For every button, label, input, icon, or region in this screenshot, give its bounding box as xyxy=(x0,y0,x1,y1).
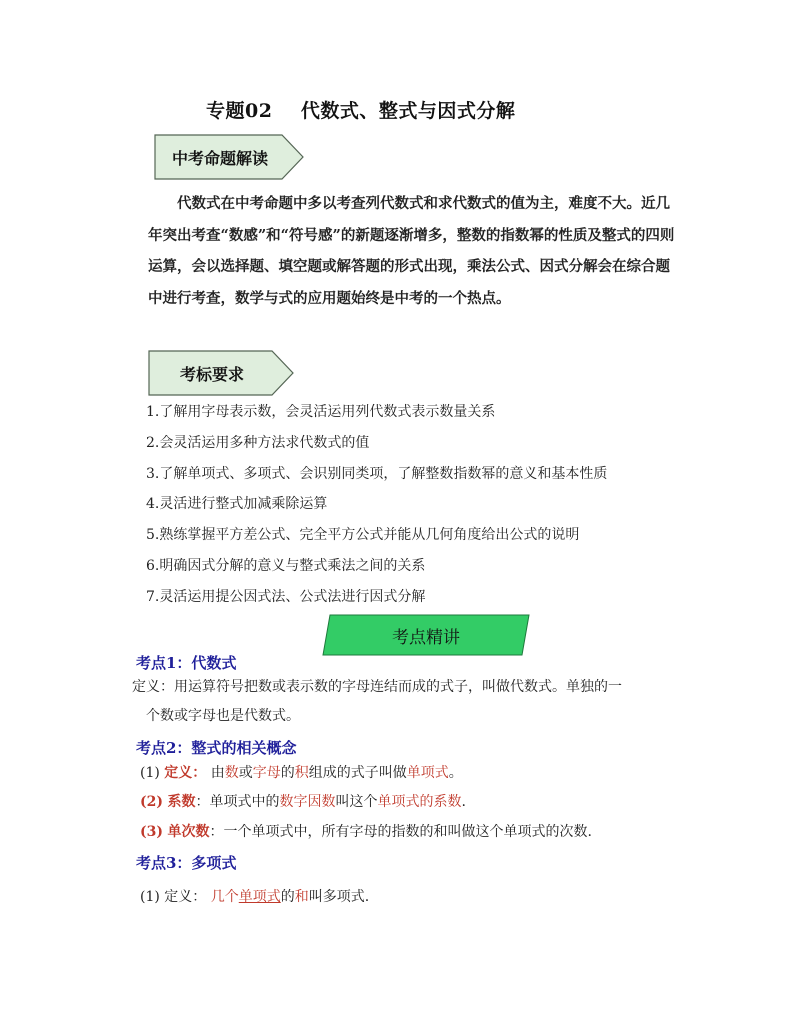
highlight: 单项式的系数 xyxy=(377,794,462,810)
text: 的 xyxy=(280,765,295,781)
highlight: 单项式 xyxy=(238,889,281,905)
kp1-definition-line1: 定义：用运算符号把数或表示数的字母连结而成的式子，叫做代数式。单独的一 xyxy=(132,679,622,695)
text: 由 xyxy=(206,765,225,781)
list-item: 6.明确因式分解的意义与整式乘法之间的关系 xyxy=(146,557,426,574)
highlight: 几个 xyxy=(206,889,239,905)
text: 组成的式子叫做 xyxy=(308,765,407,781)
list-item: 1.了解用字母表示数，会灵活运用列代数式表示数量关系 xyxy=(146,404,496,420)
term-label: 定义： xyxy=(164,765,207,781)
item-number: (3) xyxy=(140,824,163,840)
highlight: 积 xyxy=(294,765,309,781)
term-label: 系数 xyxy=(167,794,196,810)
banner-label: 考标要求 xyxy=(180,364,245,384)
kp2-line1 xyxy=(140,762,463,782)
term-label: 单次数 xyxy=(167,824,210,840)
kp2-title: 考点2：整式的相关概念 xyxy=(136,739,297,757)
text: 叫这个 xyxy=(335,794,378,810)
term-label: 定义： xyxy=(164,889,207,905)
requirements-list xyxy=(146,397,607,613)
item-number: (2) xyxy=(140,794,163,810)
banner-label: 中考命题解读 xyxy=(172,148,269,168)
text: 或 xyxy=(238,765,253,781)
section-banner-requirements xyxy=(148,350,294,396)
list-item: 7.灵活运用提公因式法、公式法进行因式分解 xyxy=(146,588,426,605)
banner-label: 考点精讲 xyxy=(392,627,460,648)
kp3-line1 xyxy=(140,886,369,906)
text: 。 xyxy=(448,765,463,781)
text: . xyxy=(461,794,466,810)
highlight: 数字因数 xyxy=(279,794,336,810)
kp3-title: 考点3：多项式 xyxy=(136,854,237,872)
kp1-title: 考点1：代数式 xyxy=(136,654,237,672)
page-title: 专题02 代数式、整式与因式分解 xyxy=(206,100,516,122)
list-item: 3.了解单项式、多项式、会识别同类项，了解整数指数幂的意义和基本性质 xyxy=(146,465,608,482)
text: 叫多项式. xyxy=(308,889,370,905)
kp2-line2 xyxy=(140,791,466,811)
text: ：单项式中的 xyxy=(195,794,280,810)
text: 的 xyxy=(280,889,295,905)
list-item: 2.会灵活运用多种方法求代数式的值 xyxy=(146,434,370,451)
item-number: (1) xyxy=(140,889,160,905)
highlight: 和 xyxy=(294,889,309,905)
section-banner-interpretation xyxy=(154,134,304,180)
section-banner-key-points xyxy=(322,614,530,656)
item-number: (1) xyxy=(140,765,160,781)
intro-paragraph xyxy=(148,188,678,314)
text: ：一个单项式中，所有字母的指数的和叫做这个单项式的次数. xyxy=(209,824,592,840)
highlight: 字母 xyxy=(252,765,281,781)
intro-text: 代数式在中考命题中多以考查列代数式和求代数式的值为主，难度不大。近几年突出考查“数感”和“符号感”的新题逐渐增多，整数的指数幂的性质及整式的四则运算，会以选择题、填空题或解答题的形式出现，乘法公式、因式分解会在综合题中进行考查，数学与式的应用题始终是中考的一个热点。 xyxy=(148,195,675,307)
kp2-line3 xyxy=(140,821,592,841)
highlight: 数 xyxy=(224,765,239,781)
list-item: 4.灵活进行整式加减乘除运算 xyxy=(146,496,328,513)
list-item: 5.熟练掌握平方差公式、完全平方公式并能从几何角度给出公式的说明 xyxy=(146,527,580,544)
highlight: 单项式 xyxy=(406,765,449,781)
kp1-definition-line2: 个数或字母也是代数式。 xyxy=(146,708,300,724)
